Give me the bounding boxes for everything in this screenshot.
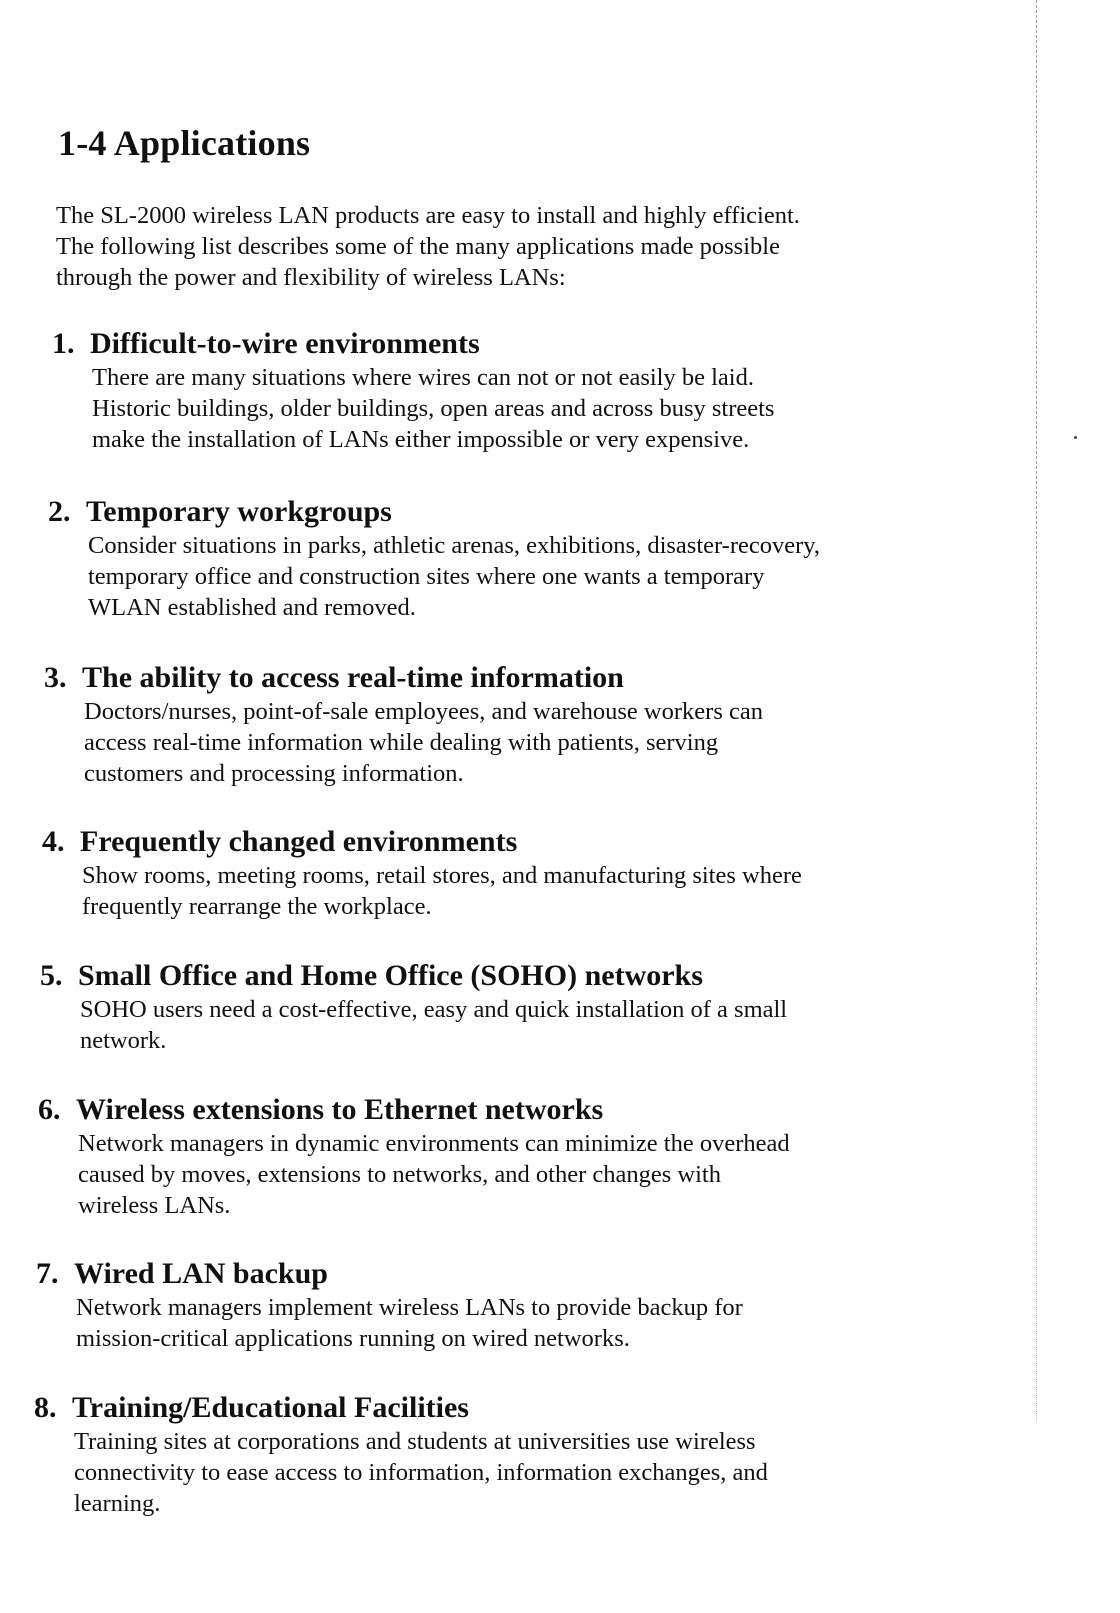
item-number: 5.	[40, 959, 63, 992]
list-item	[42, 824, 982, 922]
item-line: SOHO users need a cost-effective, easy and quick installation of a small	[80, 996, 788, 1023]
list-item	[48, 494, 988, 623]
list-item	[44, 660, 984, 789]
intro-line: The SL-2000 wireless LAN products are easy to install and highly efficient.	[56, 202, 800, 229]
item-heading	[36, 1256, 976, 1292]
item-line: Show rooms, meeting rooms, retail stores, and manufacturing sites where	[82, 862, 802, 889]
item-heading	[44, 660, 984, 696]
item-line: Historic buildings, older buildings, open areas and across busy streets	[92, 395, 775, 422]
scan-speck	[1074, 436, 1077, 439]
item-line: wireless LANs.	[78, 1192, 231, 1219]
intro-line: The following list describes some of the many applications made possible	[56, 233, 780, 260]
item-line: Network managers implement wireless LANs to provide backup for	[76, 1294, 743, 1321]
item-heading	[38, 1092, 978, 1128]
item-heading	[48, 494, 988, 530]
list-item	[38, 1092, 978, 1221]
item-number: 2.	[48, 495, 71, 528]
item-title: Wireless extensions to Ethernet networks	[76, 1093, 604, 1126]
scan-edge-line-lower	[1036, 1000, 1037, 1420]
item-line: Consider situations in parks, athletic arenas, exhibitions, disaster-recovery,	[88, 532, 821, 559]
item-title: Wired LAN backup	[74, 1257, 328, 1290]
item-title: Training/Educational Facilities	[72, 1391, 469, 1424]
item-description	[82, 860, 982, 922]
item-line: caused by moves, extensions to networks, and other changes with	[78, 1161, 721, 1188]
list-item	[40, 958, 980, 1056]
item-line: make the installation of LANs either impossible or very expensive.	[92, 426, 750, 453]
item-line: frequently rearrange the workplace.	[82, 893, 432, 920]
item-description	[92, 362, 992, 455]
item-line: There are many situations where wires can not or not easily be laid.	[92, 364, 754, 391]
list-item	[34, 1390, 974, 1519]
item-description	[78, 1128, 978, 1221]
item-line: temporary office and construction sites where one wants a temporary	[88, 563, 765, 590]
item-line: network.	[80, 1027, 167, 1054]
intro-paragraph	[56, 200, 976, 293]
item-line: mission-critical applications running on wired networks.	[76, 1325, 630, 1352]
list-item	[36, 1256, 976, 1354]
item-line: Training sites at corporations and students at universities use wireless	[74, 1428, 756, 1455]
item-title: Temporary workgroups	[86, 495, 392, 528]
item-description	[84, 696, 984, 789]
item-number: 7.	[36, 1257, 59, 1290]
item-line: learning.	[74, 1490, 161, 1517]
item-heading	[40, 958, 980, 994]
item-line: WLAN established and removed.	[88, 594, 416, 621]
item-line: access real-time information while dealing with patients, serving	[84, 729, 719, 756]
item-heading	[52, 326, 992, 362]
list-item	[52, 326, 992, 455]
item-line: connectivity to ease access to information, information exchanges, and	[74, 1459, 768, 1486]
item-title: Difficult-to-wire environments	[90, 327, 480, 360]
intro-line: through the power and flexibility of wireless LANs:	[56, 264, 566, 291]
item-title: Small Office and Home Office (SOHO) networks	[78, 959, 703, 992]
item-description	[76, 1292, 976, 1354]
item-heading	[34, 1390, 974, 1426]
scan-edge-line	[1036, 0, 1037, 1000]
item-line: Network managers in dynamic environments can minimize the overhead	[78, 1130, 790, 1157]
item-description	[88, 530, 988, 623]
item-number: 6.	[38, 1093, 61, 1126]
item-title: The ability to access real-time information	[82, 661, 624, 694]
item-number: 1.	[52, 327, 75, 360]
item-number: 4.	[42, 825, 65, 858]
item-title: Frequently changed environments	[80, 825, 518, 858]
item-description	[80, 994, 980, 1056]
item-line: customers and processing information.	[84, 760, 464, 787]
section-title: 1-4 Applications	[58, 123, 311, 163]
item-line: Doctors/nurses, point-of-sale employees, and warehouse workers can	[84, 698, 763, 725]
item-description	[74, 1426, 974, 1519]
item-heading	[42, 824, 982, 860]
item-number: 8.	[34, 1391, 57, 1424]
item-number: 3.	[44, 661, 67, 694]
